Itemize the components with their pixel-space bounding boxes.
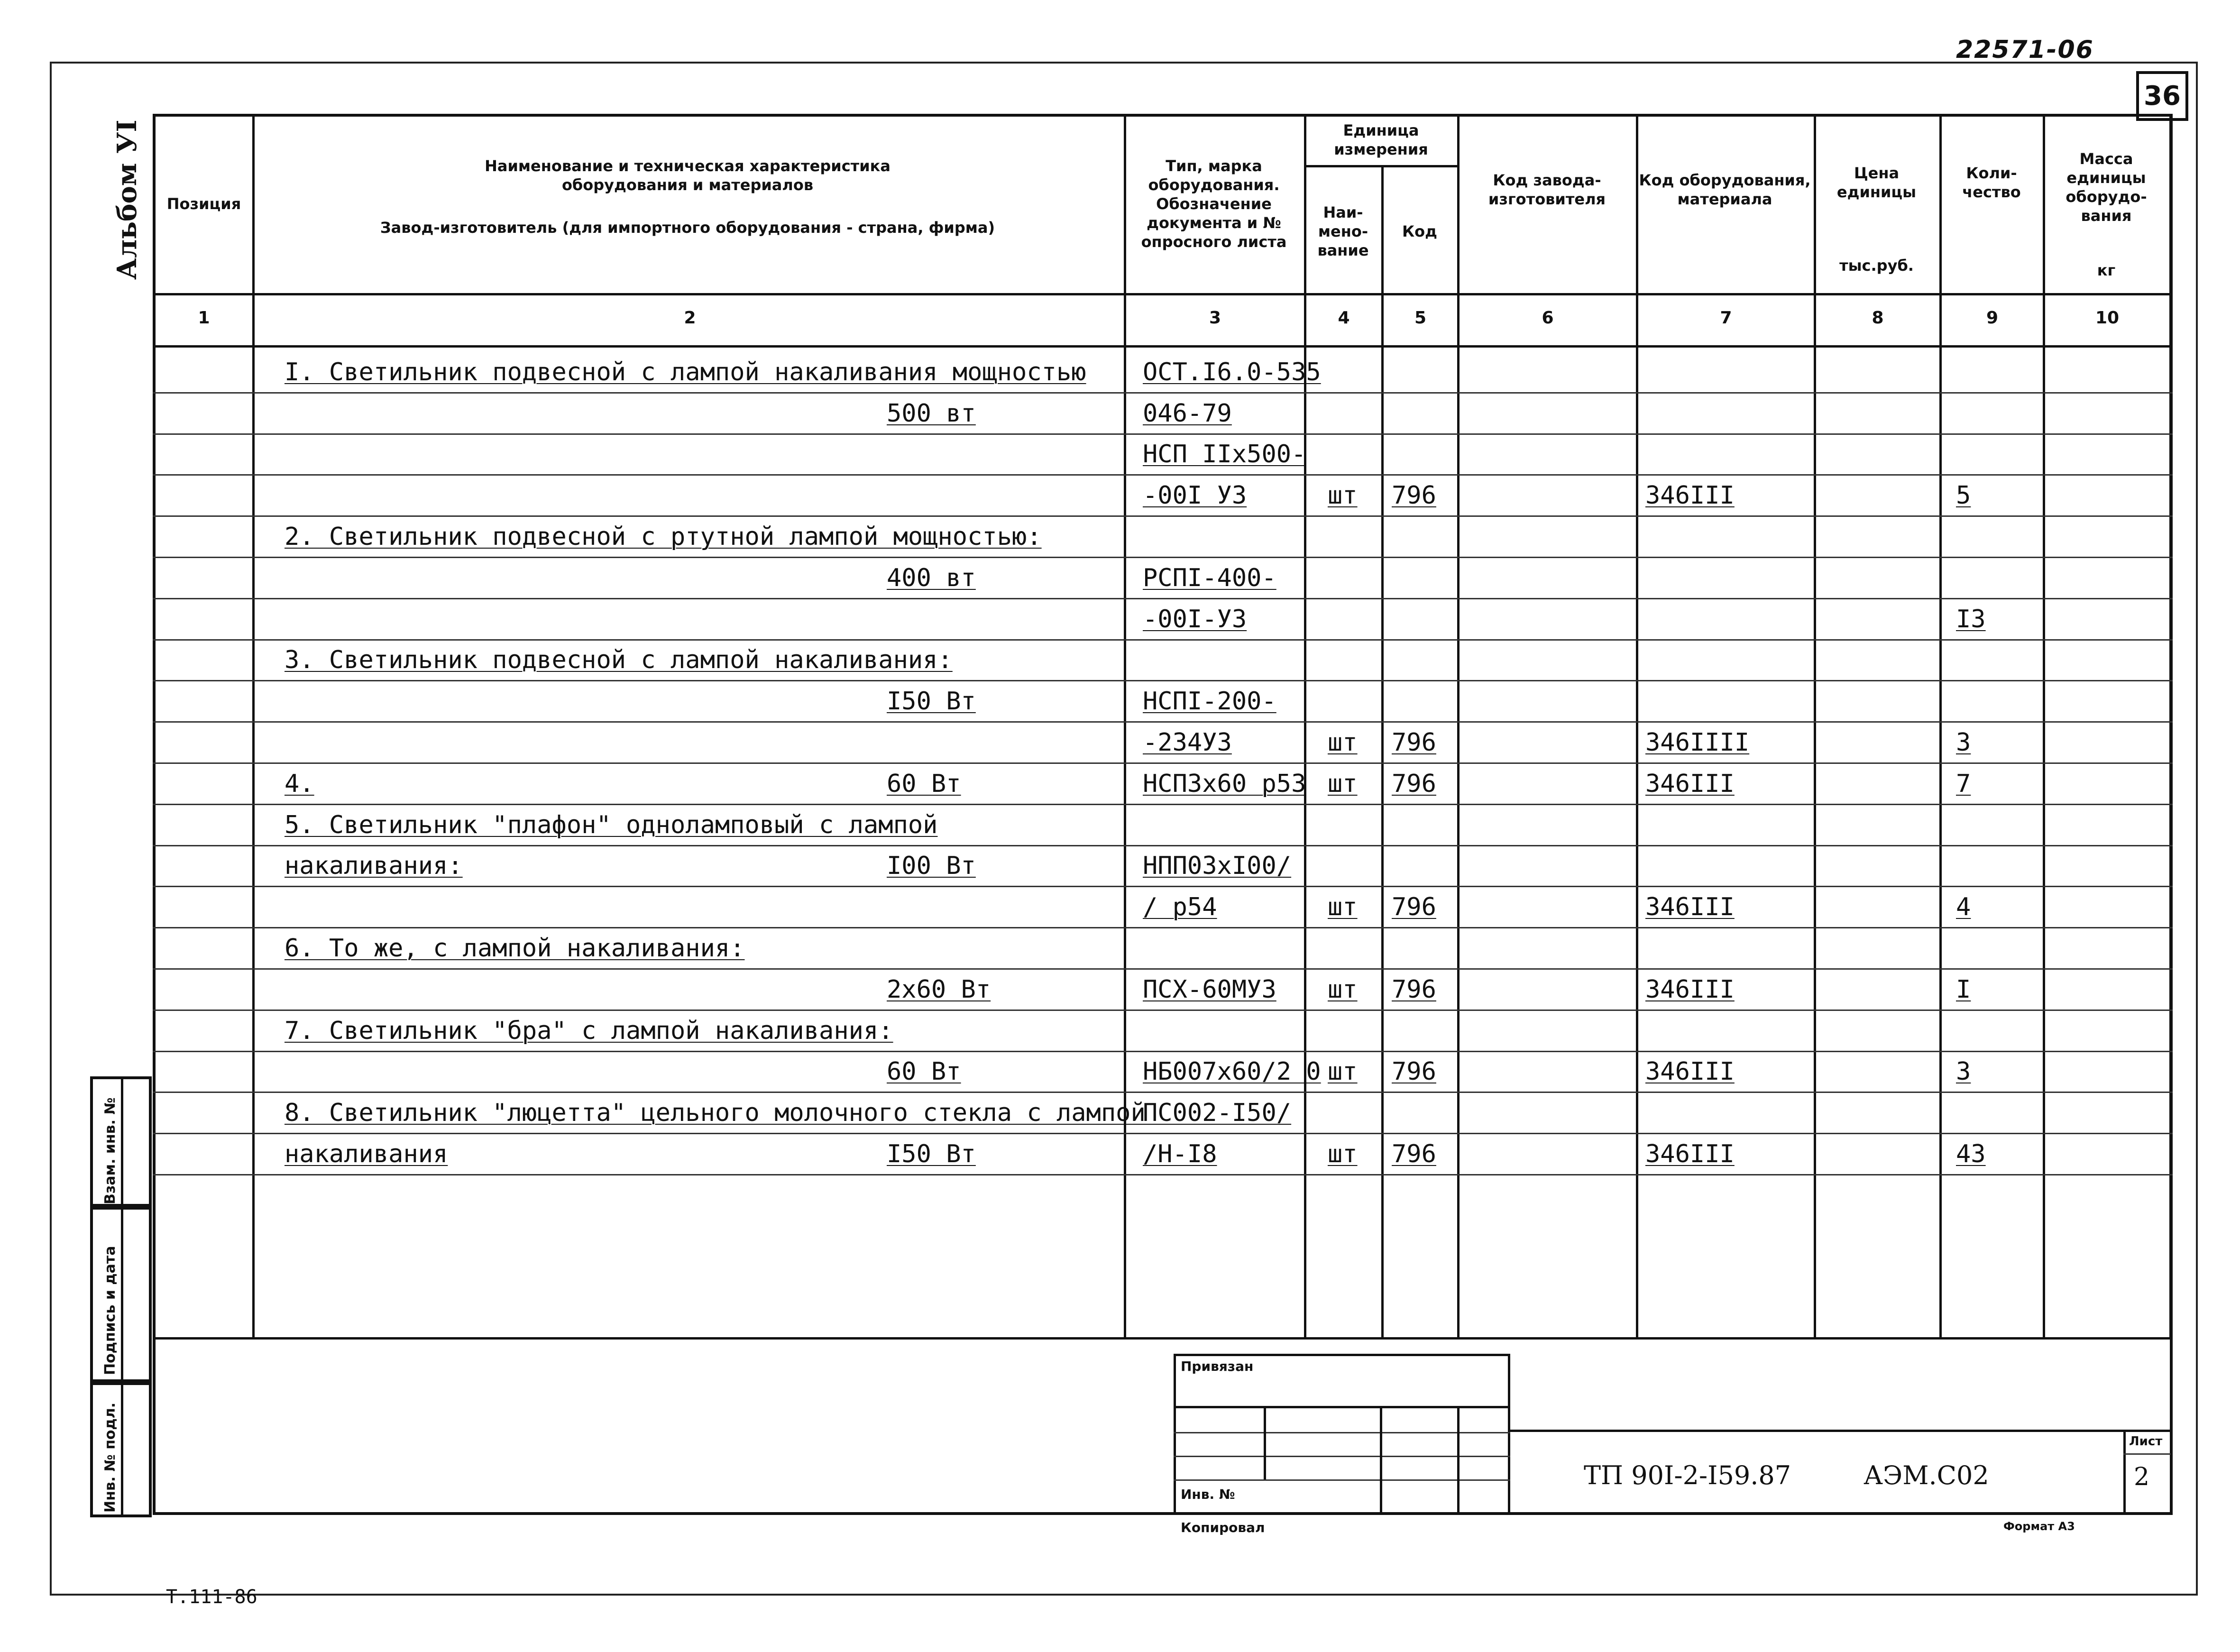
row-cell-power: 60 Вт <box>887 1057 961 1086</box>
row-line <box>153 639 2173 641</box>
row-cell-type: -234УЗ <box>1143 728 1232 757</box>
stamp-kopiroval: Копировал <box>1181 1520 1265 1535</box>
stamp-line-4 <box>1174 1479 1510 1481</box>
row-cell-power: I50 Вт <box>887 1140 976 1168</box>
row-cell-type: НСП IIх500- <box>1143 440 1306 468</box>
row-cell-name: I. Светильник подвесной с лампой накаливания мощностью <box>285 358 1086 386</box>
stamp-line-2 <box>1174 1432 1510 1433</box>
header-name-line3: Завод-изготовитель (для импортного оборудования - страна, фирма) <box>380 219 995 237</box>
row-cell-equip: 346III <box>1645 975 1735 1004</box>
row-cell-name: 4. <box>285 770 314 798</box>
col-line-2 <box>1124 114 1126 1337</box>
row-cell-code: 796 <box>1392 770 1436 798</box>
row-line <box>153 557 2173 558</box>
row-cell-power: 60 Вт <box>887 770 961 798</box>
album-label: Альбом УI <box>111 119 143 280</box>
row-cell-qty: 7 <box>1956 770 1971 798</box>
row-cell-unit: шт <box>1328 893 1358 921</box>
document-title-code: ТП 90I-2-I59.87 <box>1584 1460 1791 1490</box>
row-cell-code: 796 <box>1392 975 1436 1004</box>
row-cell-qty: I <box>1956 975 1971 1004</box>
colnum-bottom-line <box>153 345 2173 348</box>
col-line-10 <box>2169 114 2172 1337</box>
side-label-vzam: Взам. инв. № <box>102 1097 119 1204</box>
row-cell-qty: 43 <box>1956 1140 1986 1168</box>
row-line <box>153 927 2173 928</box>
table-bottom-line <box>153 1337 2173 1340</box>
col-line-9 <box>2043 114 2045 1337</box>
row-cell-qty: 4 <box>1956 893 1971 921</box>
row-cell-equip: 346III <box>1645 1057 1735 1086</box>
row-cell-code: 796 <box>1392 728 1436 757</box>
row-cell-name: 3. Светильник подвесной с лампой накаливания: <box>285 646 953 674</box>
row-cell-qty: 5 <box>1956 481 1971 510</box>
header-maker-code: Код завода- изготовителя <box>1488 171 1606 208</box>
stamp-col-2 <box>1380 1406 1382 1515</box>
colnum-10: 10 <box>2095 308 2120 328</box>
header-price: Цена единицы <box>1836 164 1917 201</box>
row-cell-power: 2х60 Вт <box>887 975 991 1004</box>
sheet-corner-number: 36 <box>2136 71 2188 121</box>
row-cell-equip: 346III <box>1645 481 1735 510</box>
colnum-3: 3 <box>1209 308 1221 328</box>
row-cell-unit: шт <box>1328 975 1358 1004</box>
row-line <box>153 721 2173 723</box>
row-line <box>153 845 2173 846</box>
bottom-left-mark: Т.111-86 <box>166 1586 257 1608</box>
row-cell-unit: шт <box>1328 1140 1358 1168</box>
row-cell-power: 400 вт <box>887 564 976 592</box>
stamp-right-line <box>1508 1354 1510 1515</box>
row-cell-equip: 346III <box>1645 1140 1735 1168</box>
stamp-top-line <box>1174 1354 1510 1356</box>
row-cell-equip: 346III <box>1645 893 1735 921</box>
row-cell-equip: 346III <box>1645 770 1735 798</box>
row-line <box>153 474 2173 476</box>
list-box-divider <box>2123 1453 2171 1455</box>
row-cell-type: НСПЗх60 р53 <box>1143 770 1306 798</box>
row-cell-power: I00 Вт <box>887 852 976 880</box>
row-cell-power: I50 Вт <box>887 687 976 716</box>
header-unit-code: Код <box>1402 222 1437 240</box>
colnum-9: 9 <box>1986 308 1999 328</box>
stamp-list-label: Лист <box>2129 1434 2163 1449</box>
header-name-line2: оборудования и материалов <box>561 176 814 194</box>
row-line <box>153 886 2173 887</box>
colnum-6: 6 <box>1542 308 1554 328</box>
stamp-privyazan: Привязан <box>1181 1358 1254 1374</box>
row-line <box>153 598 2173 599</box>
stamp-col-3 <box>1457 1406 1460 1515</box>
row-line <box>153 762 2173 764</box>
colnum-4: 4 <box>1338 308 1350 328</box>
col-line-7 <box>1814 114 1816 1337</box>
row-cell-code: 796 <box>1392 893 1436 921</box>
row-cell-name: 6. То же, с лампой накаливания: <box>285 934 745 963</box>
row-cell-name: 5. Светильник "плафон" одноламповый с лампой <box>285 811 938 839</box>
stamp-col-1 <box>1264 1406 1266 1479</box>
col-line-3 <box>1304 114 1306 1337</box>
row-cell-type: НСПI-200- <box>1143 687 1276 716</box>
row-line <box>153 1051 2173 1052</box>
header-quantity: Коли- чество <box>1962 164 2021 201</box>
colnum-5: 5 <box>1414 308 1427 328</box>
header-name-line1: Наименование и техническая характеристика <box>485 157 890 175</box>
row-line <box>153 680 2173 681</box>
row-cell-power: 500 вт <box>887 399 976 428</box>
side-block-divider <box>121 1076 123 1517</box>
top-document-number: 22571-06 <box>1956 36 2094 64</box>
header-unit: Единица измерения <box>1334 121 1428 158</box>
row-cell-type: РСПI-400- <box>1143 564 1276 592</box>
col-line-1 <box>252 114 255 1337</box>
row-cell-unit: шт <box>1328 728 1358 757</box>
row-line <box>153 1133 2173 1134</box>
row-line <box>153 515 2173 517</box>
row-cell-qty: I3 <box>1956 605 1986 633</box>
colnum-1: 1 <box>198 308 210 328</box>
colnum-2: 2 <box>684 308 696 328</box>
stamp-inv-no: Инв. № <box>1181 1487 1235 1502</box>
header-mass: Масса единицы оборудо- вания <box>2066 150 2147 225</box>
stamp-line-3 <box>1174 1456 1510 1457</box>
colnum-7: 7 <box>1720 308 1732 328</box>
stamp-format: Формат А3 <box>2003 1520 2075 1533</box>
header-mass-unit: кг <box>2097 261 2116 279</box>
col-line-4 <box>1381 166 1384 1337</box>
row-cell-unit: шт <box>1328 1057 1358 1086</box>
header-type: Тип, марка оборудования. Обозначение документа и № опросного листа <box>1141 157 1287 251</box>
header-name <box>256 152 1119 199</box>
row-cell-type: -00I-УЗ <box>1143 605 1247 633</box>
colnum-8: 8 <box>1872 308 1884 328</box>
row-cell-type: НПП03хI00/ <box>1143 852 1292 880</box>
row-cell-qty: 3 <box>1956 728 1971 757</box>
col-line-5 <box>1457 114 1460 1337</box>
row-cell-type: ОСТ.I6.0-535 <box>1143 358 1321 386</box>
col-line-6 <box>1636 114 1638 1337</box>
row-cell-name: 7. Светильник "бра" с лампой накаливания: <box>285 1017 893 1045</box>
row-cell-unit: шт <box>1328 770 1358 798</box>
document-code: АЭМ.С02 <box>1864 1460 1989 1490</box>
header-price-unit: тыс.руб. <box>1839 257 1914 275</box>
side-label-inv: Инв. № подл. <box>102 1402 119 1513</box>
row-line <box>153 1174 2173 1175</box>
row-cell-code: 796 <box>1392 481 1436 510</box>
stamp-list-number: 2 <box>2134 1463 2150 1491</box>
row-cell-type: НБ007х60/2 0 <box>1143 1057 1321 1086</box>
row-line <box>153 1092 2173 1093</box>
row-cell-unit: шт <box>1328 481 1358 510</box>
row-cell-code: 796 <box>1392 1057 1436 1086</box>
stamp-left-line <box>1174 1354 1176 1515</box>
side-label-podpis: Подпись и дата <box>102 1246 119 1375</box>
row-cell-name: накаливания: <box>285 852 463 880</box>
unit-header-line <box>1304 165 1457 167</box>
header-equip-code: Код оборудования, материала <box>1639 171 1811 208</box>
row-cell-type: -00I УЗ <box>1143 481 1247 510</box>
row-cell-code: 796 <box>1392 1140 1436 1168</box>
row-cell-type: /Н-I8 <box>1143 1140 1217 1168</box>
row-cell-type: ПСХ-60МУЗ <box>1143 975 1276 1004</box>
title-block-line <box>1508 1430 2172 1432</box>
header-unit-name: Наи- мено- вание <box>1317 203 1369 259</box>
header-bottom-line <box>153 293 2173 295</box>
row-line <box>153 392 2173 394</box>
col-line-8 <box>1939 114 1942 1337</box>
row-cell-type: 046-79 <box>1143 399 1232 428</box>
stamp-line-1 <box>1174 1406 1510 1408</box>
row-cell-type: / р54 <box>1143 893 1217 921</box>
row-cell-type: ПС002-I50/ <box>1143 1099 1292 1127</box>
header-position: Позиция <box>166 195 241 213</box>
row-line <box>153 968 2173 970</box>
list-box-line <box>2123 1430 2126 1515</box>
row-cell-equip: 346IIII <box>1645 728 1750 757</box>
row-cell-name: накаливания <box>285 1140 448 1168</box>
row-cell-name: 8. Светильник "люцетта" цельного молочного стекла с лампой <box>285 1099 1146 1127</box>
row-line <box>153 1010 2173 1011</box>
row-cell-name: 2. Светильник подвесной с ртутной лампой мощностью: <box>285 523 1042 551</box>
row-line <box>153 804 2173 805</box>
row-line <box>153 433 2173 435</box>
row-cell-qty: 3 <box>1956 1057 1971 1086</box>
